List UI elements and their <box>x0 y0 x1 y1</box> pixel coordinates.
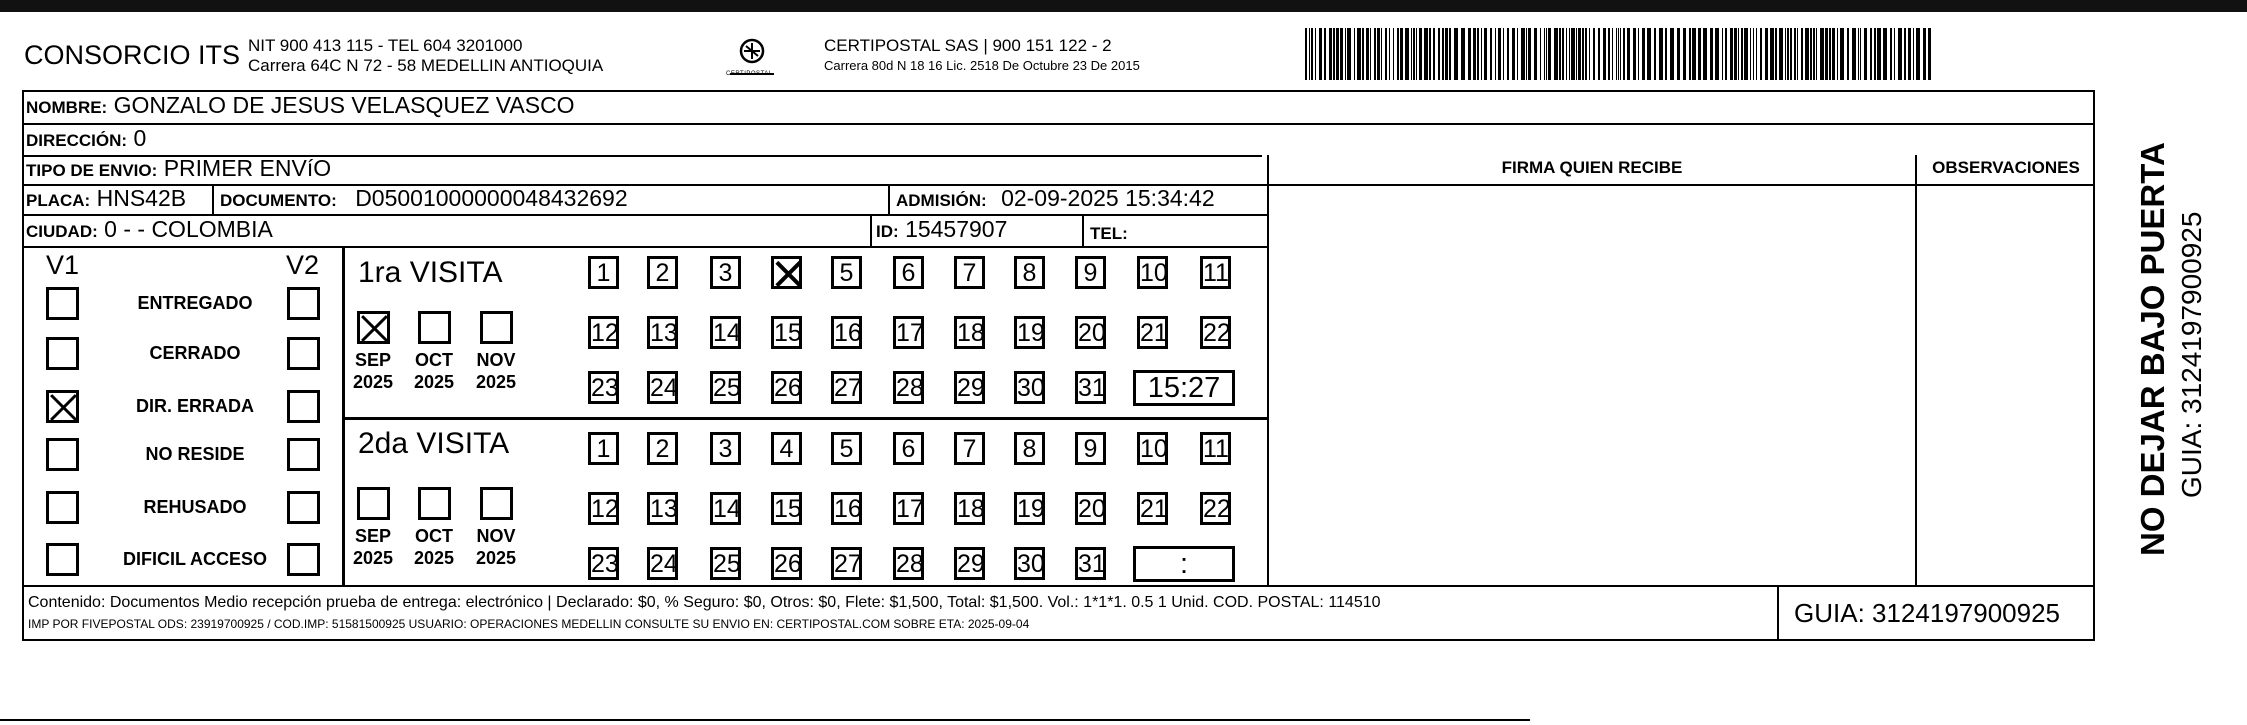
day-box[interactable]: 24 <box>647 547 678 580</box>
barcode-bar <box>1877 28 1881 80</box>
barcode-bar <box>1305 28 1307 80</box>
barcode-bar <box>1324 28 1326 80</box>
barcode-bar <box>1562 28 1564 80</box>
barcode-bar <box>1750 28 1751 80</box>
day-box[interactable]: 25 <box>710 371 741 404</box>
barcode-bar <box>1521 28 1525 80</box>
barcode-bar <box>1393 28 1394 80</box>
barcode-bar <box>1315 28 1316 80</box>
day-box[interactable]: 16 <box>831 316 862 349</box>
barcode-bar <box>1710 28 1713 80</box>
barcode-bar <box>1578 28 1581 80</box>
day-box[interactable]: 6 <box>893 432 924 465</box>
day-box[interactable]: 2 <box>647 256 678 289</box>
barcode-bar <box>1598 28 1600 80</box>
barcode-bar <box>1433 28 1435 80</box>
barcode-bar <box>1805 28 1809 80</box>
month-label: OCT 2025 <box>413 526 455 568</box>
time-box[interactable]: : <box>1133 546 1235 582</box>
status-label: DIR. ERRADA <box>135 396 254 416</box>
barcode-bar <box>1603 28 1606 80</box>
barcode-bar <box>1864 28 1867 80</box>
barcode-bar <box>1385 28 1387 80</box>
barcode-bar <box>1794 28 1796 80</box>
barcode-bar <box>1481 28 1482 80</box>
company-line-1: NIT 900 413 115 - TEL 604 3201000 <box>248 36 523 55</box>
barcode-bar <box>1801 28 1803 80</box>
visit1-title: 1ra VISITA <box>358 256 503 289</box>
day-box[interactable]: 10 <box>1137 432 1168 465</box>
barcode-bar <box>1858 28 1859 80</box>
barcode-bar <box>1890 28 1892 80</box>
barcode-bar <box>1738 28 1739 80</box>
placa-value: HNS42B <box>96 185 187 211</box>
barcode-bar <box>1333 28 1335 80</box>
day-box[interactable]: 29 <box>954 547 985 580</box>
nombre-value: GONZALO DE JESUS VELASQUEZ VASCO <box>113 92 575 118</box>
v1-checkbox[interactable] <box>46 390 79 423</box>
v1-checkbox[interactable] <box>46 543 79 576</box>
day-box[interactable]: 22 <box>1200 316 1231 349</box>
month-label: NOV 2025 <box>475 526 517 568</box>
day-box[interactable]: 28 <box>893 371 924 404</box>
barcode-bar <box>1389 28 1390 80</box>
barcode-bar <box>1734 28 1737 80</box>
barcode-bar <box>1642 28 1645 80</box>
barcode-bar <box>1340 28 1343 80</box>
time-box[interactable]: 15:27 <box>1133 370 1235 406</box>
barcode-bar <box>1665 28 1667 80</box>
barcode-bar <box>1571 28 1575 80</box>
barcode-bar <box>1916 28 1920 80</box>
barcode-bar <box>1698 28 1701 80</box>
day-box[interactable]: 1 <box>588 256 619 289</box>
day-box[interactable]: 16 <box>831 492 862 525</box>
month-label: NOV 2025 <box>475 350 517 392</box>
day-box[interactable]: 23 <box>588 371 619 404</box>
day-box[interactable]: 27 <box>831 371 862 404</box>
barcode-bar <box>1311 28 1313 80</box>
barcode-bar <box>1528 28 1531 80</box>
barcode-bar <box>1616 28 1617 80</box>
barcode-bar <box>1722 28 1723 80</box>
v1-checkbox[interactable] <box>46 287 79 320</box>
direccion-value: 0 <box>133 125 147 151</box>
barcode-bar <box>1424 28 1428 80</box>
barcode-bar <box>1677 28 1680 80</box>
day-box[interactable]: 15 <box>771 316 802 349</box>
barcode-bar <box>1689 28 1691 80</box>
day-box[interactable]: 17 <box>893 316 924 349</box>
admision-value: 02-09-2025 15:34:42 <box>1001 185 1215 211</box>
day-box[interactable]: 8 <box>1014 432 1045 465</box>
month-label: SEP 2025 <box>352 526 394 568</box>
month-label: OCT 2025 <box>413 350 455 392</box>
barcode-bar <box>1490 28 1492 80</box>
direccion-label: DIRECCIÓN: <box>26 131 128 150</box>
v2-checkbox[interactable] <box>287 287 320 320</box>
barcode-bar <box>1638 28 1639 80</box>
v1-checkbox[interactable] <box>46 438 79 471</box>
barcode-bar <box>1381 28 1382 80</box>
day-box[interactable]: 4 <box>771 432 802 465</box>
ciudad-value: 0 - - COLOMBIA <box>104 216 273 242</box>
day-box[interactable]: 19 <box>1014 316 1045 349</box>
day-box[interactable]: 13 <box>647 492 678 525</box>
month-checkbox[interactable] <box>357 487 390 520</box>
admision-label: ADMISIÓN: <box>896 191 987 210</box>
barcode-bar <box>1797 28 1798 80</box>
barcode-bar <box>1377 28 1380 80</box>
barcode-bar <box>1503 28 1504 80</box>
top-black-band <box>0 0 2247 12</box>
placa-label: PLACA: <box>26 191 91 210</box>
day-box[interactable]: 31 <box>1075 371 1106 404</box>
day-box[interactable]: 5 <box>831 256 862 289</box>
id-field <box>876 216 1007 243</box>
day-box[interactable] <box>771 256 802 289</box>
barcode-bar <box>1847 28 1849 80</box>
barcode-bar <box>1760 28 1762 80</box>
barcode-bar <box>1347 28 1351 80</box>
barcode-bar <box>1725 28 1727 80</box>
barcode-bar <box>1366 28 1369 80</box>
ciudad-label: CIUDAD: <box>26 222 98 241</box>
barcode-bar <box>1582 28 1584 80</box>
barcode-bar <box>1623 28 1625 80</box>
barcode-bar <box>1608 28 1610 80</box>
day-box[interactable]: 21 <box>1137 492 1168 525</box>
barcode-bar <box>1852 28 1856 80</box>
barcode-bar <box>1913 28 1914 80</box>
nombre-label: NOMBRE: <box>26 98 108 117</box>
side-warning: NO DEJAR BAJO PUERTA <box>2134 142 2171 556</box>
day-box[interactable]: 2 <box>647 432 678 465</box>
day-box[interactable]: 18 <box>954 316 985 349</box>
day-box[interactable]: 18 <box>954 492 985 525</box>
barcode-bar <box>1810 28 1812 80</box>
barcode-bar <box>1753 28 1754 80</box>
barcode-bar <box>1860 28 1861 80</box>
barcode-bar <box>1618 28 1619 80</box>
barcode-bar <box>1787 28 1789 80</box>
day-box[interactable]: 23 <box>588 547 619 580</box>
barcode-bar <box>1670 28 1674 80</box>
barcode-bar <box>1554 28 1558 80</box>
day-box[interactable]: 28 <box>893 547 924 580</box>
barcode-bar <box>1397 28 1399 80</box>
barcode-bar <box>1405 28 1409 80</box>
day-box[interactable]: 6 <box>893 256 924 289</box>
barcode <box>1305 28 1938 80</box>
day-box[interactable]: 10 <box>1137 256 1168 289</box>
barcode-bar <box>1544 28 1545 80</box>
tipo-envio-field <box>26 155 331 182</box>
day-box[interactable]: 31 <box>1075 547 1106 580</box>
day-box[interactable]: 24 <box>647 371 678 404</box>
month-checkbox[interactable] <box>480 311 513 344</box>
barcode-bar <box>1454 28 1458 80</box>
barcode-bar <box>1517 28 1518 80</box>
observaciones-header: OBSERVACIONES <box>1932 158 2080 177</box>
day-box[interactable]: 8 <box>1014 256 1045 289</box>
barcode-bar <box>1585 28 1587 80</box>
barcode-bar <box>1741 28 1743 80</box>
barcode-bar <box>1627 28 1630 80</box>
barcode-bar <box>1411 28 1412 80</box>
barcode-bar <box>1825 28 1828 80</box>
barcode-bar <box>1874 28 1876 80</box>
day-box[interactable]: 11 <box>1200 432 1231 465</box>
barcode-bar <box>1534 28 1537 80</box>
day-box[interactable]: 27 <box>831 547 862 580</box>
barcode-bar <box>1468 28 1471 80</box>
tel-label: TEL: <box>1090 224 1128 243</box>
logo-text: CERTIPOSTAL <box>726 71 773 77</box>
barcode-bar <box>1923 28 1926 80</box>
day-box[interactable]: 29 <box>954 371 985 404</box>
barcode-bar <box>1832 28 1835 80</box>
barcode-bar <box>1659 28 1663 80</box>
barcode-bar <box>1703 28 1707 80</box>
barcode-bar <box>1593 28 1595 80</box>
nombre-field <box>26 92 575 119</box>
v2-header: V2 <box>286 250 320 280</box>
documento-value: D05001000000048432692 <box>355 185 628 211</box>
day-box[interactable]: 26 <box>771 371 802 404</box>
barcode-bar <box>1309 28 1310 80</box>
barcode-bar <box>1765 28 1768 80</box>
visit2-title: 2da VISITA <box>358 427 510 460</box>
barcode-bar <box>1566 28 1567 80</box>
barcode-bar <box>1559 28 1561 80</box>
day-box[interactable]: 1 <box>588 432 619 465</box>
day-box[interactable]: 30 <box>1014 371 1045 404</box>
day-box[interactable]: 25 <box>710 547 741 580</box>
month-checkbox[interactable] <box>418 487 451 520</box>
placa-field <box>26 185 186 212</box>
footer-guia: GUIA: 3124197900925 <box>1794 598 2060 628</box>
barcode-bar <box>1928 28 1931 80</box>
barcode-bar <box>1770 28 1774 80</box>
barcode-bar <box>1495 28 1496 80</box>
direccion-field <box>26 125 146 152</box>
barcode-bar <box>1779 28 1783 80</box>
status-label: CERRADO <box>149 343 241 363</box>
barcode-bar <box>1837 28 1838 80</box>
barcode-bar <box>1744 28 1748 80</box>
status-label: ENTREGADO <box>137 293 253 313</box>
barcode-bar <box>1612 28 1613 80</box>
month-label: SEP 2025 <box>352 350 394 392</box>
month-checkbox[interactable] <box>418 311 451 344</box>
barcode-bar <box>1894 28 1895 80</box>
footer-line-2: IMP POR FIVEPOSTAL ODS: 23919700925 / COD.IMP: 51581500925 USUARIO: OPERACIONES MEDELLIN CONSULTE SU ENVIO EN: CERTIPOSTAL.COM SOBRE ETA: 2025-09-04 <box>28 617 1030 631</box>
day-box[interactable]: 13 <box>647 316 678 349</box>
admision-field <box>896 185 1215 212</box>
barcode-bar <box>1507 28 1509 80</box>
barcode-bar <box>1374 28 1376 80</box>
barcode-bar <box>1813 28 1815 80</box>
id-label: ID: <box>876 222 899 241</box>
day-box[interactable]: 19 <box>1014 492 1045 525</box>
v1-checkbox[interactable] <box>46 491 79 524</box>
day-box[interactable]: 11 <box>1200 256 1231 289</box>
day-box[interactable]: 20 <box>1075 316 1106 349</box>
barcode-bar <box>1730 28 1733 80</box>
day-box[interactable]: 12 <box>588 492 619 525</box>
day-box[interactable]: 12 <box>588 316 619 349</box>
barcode-bar <box>1319 28 1322 80</box>
day-box[interactable]: 21 <box>1137 316 1168 349</box>
v1-checkbox[interactable] <box>46 337 79 370</box>
barcode-bar <box>1904 28 1906 80</box>
barcode-bar <box>1445 28 1448 80</box>
day-box[interactable]: 14 <box>710 316 741 349</box>
barcode-bar <box>1775 28 1777 80</box>
company-name: CONSORCIO ITS <box>24 40 241 70</box>
v2-checkbox[interactable] <box>287 438 320 471</box>
tel-field <box>1090 218 1128 245</box>
barcode-bar <box>1354 28 1355 80</box>
v2-checkbox[interactable] <box>287 337 320 370</box>
v1-header: V1 <box>46 250 80 280</box>
barcode-bar <box>1336 28 1339 80</box>
barcode-bar <box>1790 28 1792 80</box>
day-box[interactable]: 7 <box>954 432 985 465</box>
barcode-bar <box>1548 28 1551 80</box>
barcode-bar <box>1429 28 1431 80</box>
day-box[interactable]: 15 <box>771 492 802 525</box>
certipostal-logo <box>722 34 782 82</box>
month-checkbox[interactable] <box>357 311 390 344</box>
barcode-bar <box>1419 28 1422 80</box>
barcode-bar <box>1715 28 1719 80</box>
barcode-bar <box>1569 28 1570 80</box>
barcode-bar <box>1400 28 1403 80</box>
barcode-bar <box>1692 28 1696 80</box>
barcode-bar <box>1870 28 1872 80</box>
barcode-bar <box>1526 28 1527 80</box>
day-box[interactable]: 3 <box>710 432 741 465</box>
barcode-bar <box>1357 28 1361 80</box>
day-box[interactable]: 3 <box>710 256 741 289</box>
company-line-2: Carrera 64C N 72 - 58 MEDELLIN ANTIOQUIA <box>248 56 604 75</box>
day-box[interactable]: 14 <box>710 492 741 525</box>
day-box[interactable]: 30 <box>1014 547 1045 580</box>
barcode-bar <box>1820 28 1824 80</box>
barcode-bar <box>1442 28 1444 80</box>
tipo-envio-label: TIPO DE ENVIO: <box>26 161 158 180</box>
barcode-bar <box>1449 28 1451 80</box>
certipostal-line-2: Carrera 80d N 18 16 Lic. 2518 De Octubre 23 De 2015 <box>824 58 1140 73</box>
barcode-bar <box>1413 28 1415 80</box>
certipostal-line-1: CERTIPOSTAL SAS | 900 151 122 - 2 <box>824 36 1112 55</box>
barcode-bar <box>1512 28 1515 80</box>
id-value: 15457907 <box>905 216 1008 242</box>
day-box[interactable]: 26 <box>771 547 802 580</box>
barcode-bar <box>1438 28 1440 80</box>
barcode-bar <box>1840 28 1844 80</box>
day-box[interactable]: 17 <box>893 492 924 525</box>
barcode-bar <box>1484 28 1487 80</box>
firma-header: FIRMA QUIEN RECIBE <box>1501 158 1683 177</box>
documento-label: DOCUMENTO: <box>220 191 337 210</box>
side-guia: GUIA: 3124197900925 <box>2176 211 2207 498</box>
day-box[interactable]: 9 <box>1075 256 1106 289</box>
barcode-bar <box>1370 28 1371 80</box>
v2-checkbox[interactable] <box>287 543 320 576</box>
footer-line-1: Contenido: Documentos Medio recepción prueba de entrega: electrónico | Declarado: $0, % Seguro: $0, Otros: $0, Flete: $1,500, Total: $1,500. Vol.: 1*1*1. 0.5 1 Unid. COD. POSTAL: 114510 <box>28 594 1381 611</box>
barcode-bar <box>1883 28 1887 80</box>
v2-checkbox[interactable] <box>287 491 320 524</box>
barcode-bar <box>1633 28 1636 80</box>
barcode-bar <box>1654 28 1656 80</box>
tipo-envio-value: PRIMER ENVíO <box>163 155 332 181</box>
barcode-bar <box>1589 28 1590 80</box>
ciudad-field <box>26 216 273 243</box>
barcode-bar <box>1546 28 1547 80</box>
day-box[interactable]: 9 <box>1075 432 1106 465</box>
barcode-bar <box>1898 28 1902 80</box>
month-checkbox[interactable] <box>480 487 513 520</box>
barcode-bar <box>1816 28 1817 80</box>
documento-field <box>220 185 628 212</box>
barcode-bar <box>1362 28 1364 80</box>
barcode-bar <box>1908 28 1911 80</box>
status-label: NO RESIDE <box>145 444 245 464</box>
barcode-bar <box>1540 28 1541 80</box>
day-box[interactable]: 22 <box>1200 492 1231 525</box>
barcode-bar <box>1477 28 1479 80</box>
day-box[interactable]: 7 <box>954 256 985 289</box>
barcode-bar <box>1345 28 1346 80</box>
status-label: REHUSADO <box>143 497 247 517</box>
day-box[interactable]: 5 <box>831 432 862 465</box>
barcode-bar <box>1756 28 1757 80</box>
barcode-bar <box>1683 28 1686 80</box>
barcode-bar <box>1620 28 1621 80</box>
day-box[interactable]: 20 <box>1075 492 1106 525</box>
v2-checkbox[interactable] <box>287 390 320 423</box>
barcode-bar <box>1461 28 1465 80</box>
barcode-bar <box>1785 28 1786 80</box>
barcode-bar <box>1416 28 1417 80</box>
barcode-bar <box>1647 28 1651 80</box>
barcode-bar <box>1498 28 1501 80</box>
status-label: DIFICIL ACCESO <box>122 549 267 569</box>
barcode-bar <box>1473 28 1476 80</box>
bottom-rule <box>0 719 1530 721</box>
barcode-bar <box>1829 28 1831 80</box>
barcode-bar <box>1576 28 1577 80</box>
barcode-bar <box>1329 28 1332 80</box>
